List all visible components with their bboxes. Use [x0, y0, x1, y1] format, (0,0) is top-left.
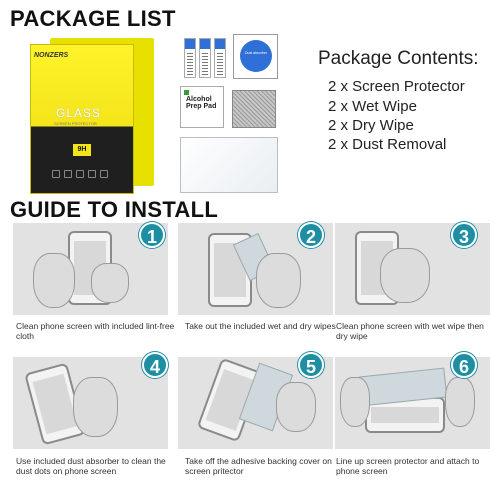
- dust-strip: [184, 38, 196, 78]
- step-1-badge: 1: [139, 222, 165, 248]
- step-4-caption: Use included dust absorber to clean the dust dots on phone screen: [16, 456, 166, 476]
- feature-icon: [88, 170, 96, 178]
- package-contents-item: 2 x Screen Protector: [328, 78, 465, 95]
- feature-icon: [64, 170, 72, 178]
- hand-illustration: [33, 253, 75, 308]
- step-5-caption: Take off the adhesive backing cover on screen pritector: [185, 456, 332, 476]
- step-2-badge: 2: [298, 222, 324, 248]
- dust-absorber-sticker: [240, 40, 272, 72]
- step-6-caption: Line up screen protector and attach to phone screen: [336, 456, 480, 476]
- cleaning-cloth: [232, 90, 276, 128]
- package-contents-item: 2 x Dust Removal: [328, 136, 447, 153]
- dust-strip: [199, 38, 211, 78]
- step-2-caption: Take out the included wet and dry wipes: [185, 321, 336, 331]
- dust-strip: [214, 38, 226, 78]
- hand-illustration: [340, 377, 370, 427]
- step-6-badge: 6: [451, 352, 477, 378]
- hand-illustration: [91, 263, 129, 303]
- box-feature-icons: [52, 170, 124, 178]
- step-3-badge: 3: [451, 222, 477, 248]
- hand-illustration: [256, 253, 301, 308]
- box-subtitle: SCREEN PROTECTOR: [54, 121, 97, 126]
- guide-heading: GUIDE TO INSTALL: [10, 197, 219, 222]
- step-1-caption: Clean phone screen with included lint-free cloth: [16, 321, 175, 341]
- package-contents-item: 2 x Dry Wipe: [328, 117, 414, 134]
- package-contents-title: Package Contents:: [318, 48, 479, 69]
- hand-illustration: [380, 248, 430, 303]
- hand-illustration: [276, 382, 316, 432]
- package-list-heading: PACKAGE LIST: [10, 6, 176, 31]
- dust-absorber-label: Dust absorber: [245, 51, 267, 55]
- box-product-name: GLASS: [56, 106, 102, 120]
- feature-icon: [76, 170, 84, 178]
- step-4-badge: 4: [142, 352, 168, 378]
- hand-illustration: [445, 377, 475, 427]
- feature-icon: [100, 170, 108, 178]
- screen-protector-film: [180, 137, 278, 193]
- alcohol-pad-label: Alcohol Prep Pad: [186, 96, 217, 110]
- box-hardness-badge: 9H: [73, 144, 91, 156]
- medical-cross-icon: [184, 90, 189, 95]
- step-5-badge: 5: [298, 352, 324, 378]
- hand-illustration: [73, 377, 118, 437]
- step-3-caption: Clean phone screen with wet wipe then dry wipe: [336, 321, 484, 341]
- box-brand: NONZERS: [34, 52, 69, 59]
- feature-icon: [52, 170, 60, 178]
- package-contents-item: 2 x Wet Wipe: [328, 98, 417, 115]
